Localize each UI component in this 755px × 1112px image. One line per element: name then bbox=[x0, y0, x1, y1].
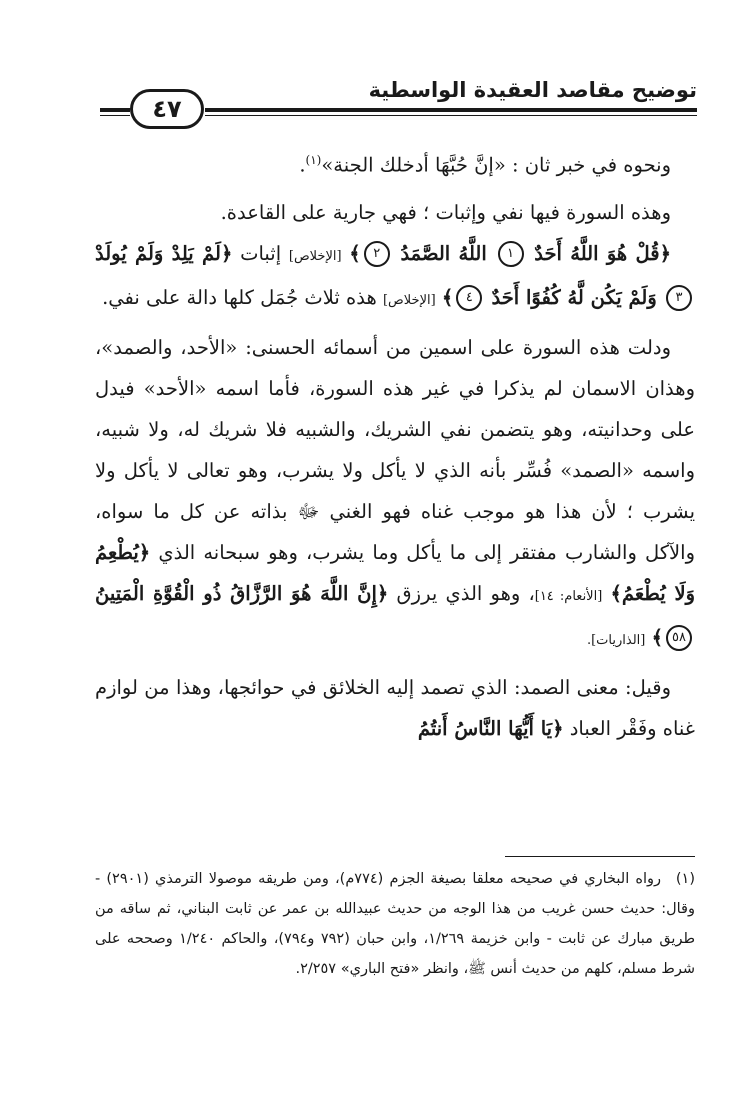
quran-verse-3: لَمْ يَلِدْ وَلَمْ يُولَدْ bbox=[95, 241, 221, 265]
ayah-number-2: ٢ bbox=[364, 241, 390, 267]
paragraph-3 bbox=[95, 233, 695, 321]
surah-reference-1: [الإخلاص] bbox=[288, 248, 342, 264]
quran-verse-4: وَلَمْ يَكُن لَّهُ كُفُوًا أَحَدٌ bbox=[491, 285, 657, 309]
paragraph-3-tail: هذه ثلاث جُمَل كلها دالة على نفي. bbox=[102, 285, 377, 309]
paragraph-5 bbox=[95, 667, 695, 749]
paragraph-1-end: . bbox=[299, 153, 306, 177]
paragraph-5-text: وقيل: معنى الصمد: الذي تصمد إليه الخلائق في حوائجها، وهذا من لوازم غناه وفَقْر العباد bbox=[95, 675, 695, 740]
paragraph-4 bbox=[95, 327, 695, 661]
footnote-1 bbox=[95, 864, 695, 984]
paragraph-1-text: ونحوه في خبر ثان : «إنَّ حُبَّهَا أدخلك الجنة» bbox=[321, 153, 671, 177]
surah-reference-3: [الأنعام: ١٤] bbox=[534, 588, 603, 604]
header-rule-thin bbox=[205, 115, 697, 116]
surah-reference-4: [الذاريات]. bbox=[586, 632, 646, 648]
ithbat-label: إثبات bbox=[240, 241, 282, 265]
footnote-number: (١) bbox=[675, 871, 696, 887]
surah-reference-2: [الإخلاص] bbox=[382, 292, 436, 308]
quran-bracket-close-2: ﴾ bbox=[441, 285, 454, 309]
header-rule-left bbox=[100, 108, 130, 112]
quran-verse-1: قُلْ هُوَ اللَّهُ أَحَدٌ bbox=[534, 241, 660, 265]
quran-verse-5: ﴿يُطْعِمُ وَلَا يُطْعَمُ﴾ bbox=[95, 540, 696, 605]
paragraph-4-text: ودلت هذه السورة على اسمين من أسمائه الحسنى: «الأحد، والصمد»، وهذان الاسمان لم يذكرا في غير هذه السورة، فأما اسمه «الأحد» فيدل على وحدانيته، وهو يتضمن نفي الشريك، والشبيه فلا شريك له، ولا شبيه، واسمه «الصمد» فُسِّر بأنه الذي لا يأكل ولا يشرب، وهو تعالى لا يأكل ولا يشرب ؛ لأن هذا هو موجب غناه فهو الغني ﷻ بذاته عن كل ما سواه، والآكل والشارب مفتقر إلى ما يأكل وما يشرب، وهو سبحانه الذي bbox=[95, 335, 695, 564]
paragraph-4-text-2: ، وهو الذي يرزق bbox=[396, 581, 535, 605]
page-number-badge bbox=[130, 89, 204, 129]
header-rule-left-thin bbox=[100, 115, 130, 116]
page-number: ٤٧ bbox=[152, 95, 182, 123]
quran-verse-2: اللَّهُ الصَّمَدُ bbox=[400, 241, 487, 265]
paragraph-2: وهذه السورة فيها نفي وإثبات ؛ فهي جارية على القاعدة. bbox=[220, 200, 671, 224]
quran-bracket-open: ﴿ bbox=[659, 241, 672, 265]
quran-bracket-close-3: ﴾ bbox=[651, 625, 663, 649]
footnote-divider bbox=[505, 856, 695, 857]
ayah-number-5: ٥٨ bbox=[666, 625, 692, 651]
ayah-number-3: ٣ bbox=[666, 285, 692, 311]
footnote-text: رواه البخاري في صحيحه معلقا بصيغة الجزم (٧٧٤م)، ومن طريقه موصولا الترمذي (٢٩٠١) - وقال: حديث حسن غريب من هذا الوجه من حديث عبيدالله بن عمر عن ثابت البناني، ثم ساقه من طريق مبارك عن ثابت - وابن خزيمة ١/٢٦٩، وابن حبان (٧٩٢ و٧٩٤)، والحاكم ١/٢٤٠ وصححه على شرط مسلم، كلهم من حديث أنس ﷺ، وانظر «فتح الباري» ٢/٢٥٧. bbox=[95, 871, 695, 977]
book-title: توضيح مقاصد العقيدة الواسطية bbox=[368, 78, 697, 102]
quran-bracket-open-3: ﴿ bbox=[376, 581, 389, 605]
header-rule bbox=[205, 108, 697, 112]
ayah-number-1: ١ bbox=[498, 241, 524, 267]
quran-bracket-close: ﴾ bbox=[349, 241, 361, 265]
footnotes bbox=[95, 864, 695, 984]
quran-bracket-open-2: ﴿ bbox=[220, 241, 233, 265]
main-text bbox=[95, 140, 695, 749]
page-header bbox=[100, 58, 697, 128]
quran-verse-7: ﴿يَا أَيُّهَا النَّاسُ أَنتُمُ bbox=[417, 716, 564, 740]
quran-verse-6: إِنَّ اللَّهَ هُوَ الرَّزَّاقُ ذُو الْقُوَّةِ الْمَتِينُ bbox=[95, 581, 377, 605]
paragraph-1 bbox=[95, 140, 695, 186]
footnote-marker[interactable]: (١) bbox=[305, 153, 322, 167]
ayah-number-4: ٤ bbox=[456, 285, 482, 311]
